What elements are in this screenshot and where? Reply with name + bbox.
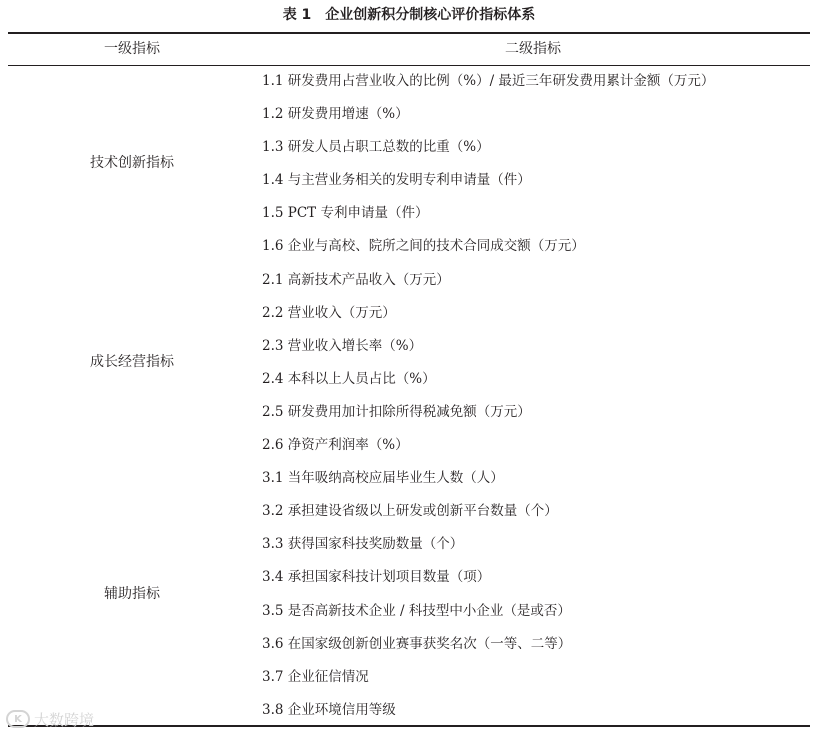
indicator-1-5: 1.5 PCT 专利申请量（件） <box>262 205 429 222</box>
watermark-logo-icon: K <box>6 710 30 728</box>
indicator-1-1: 1.1 研发费用占营业收入的比例（%）/ 最近三年研发费用累计金额（万元） <box>262 73 715 89</box>
indicator-2-5: 2.5 研发费用加计扣除所得税减免额（万元） <box>262 403 531 420</box>
indicator-1-2: 1.2 研发费用增速（%） <box>262 106 409 123</box>
group-tech-innovation: 技术创新指标 <box>90 155 174 171</box>
indicator-2-3: 2.3 营业收入增长率（%） <box>262 337 423 354</box>
indicator-1-6: 1.6 企业与高校、院所之间的技术合同成交额（万元） <box>262 238 585 255</box>
indicator-3-1: 3.1 当年吸纳高校应届毕业生人数（人） <box>262 470 504 487</box>
indicator-1-3: 1.3 研发人员占职工总数的比重（%） <box>262 139 490 156</box>
table-caption: 表 1 企业创新积分制核心评价指标体系 <box>282 7 536 23</box>
indicator-2-4: 2.4 本科以上人员占比（%） <box>262 370 436 387</box>
indicator-3-8: 3.8 企业环境信用等级 <box>262 701 396 718</box>
indicator-3-5: 3.5 是否高新技术企业 / 科技型中小企业（是或否） <box>262 602 571 619</box>
bottom-rule <box>8 725 810 727</box>
indicator-list <box>262 65 714 727</box>
indicator-2-2: 2.2 营业收入（万元） <box>262 304 396 321</box>
indicator-3-4: 3.4 承担国家科技计划项目数量（项） <box>262 569 491 586</box>
indicator-3-6: 3.6 在国家级创新创业赛事获奖名次（一等、二等） <box>262 635 572 652</box>
watermark-text: 大数跨境 <box>34 710 95 729</box>
group-growth-operation: 成长经营指标 <box>90 354 174 370</box>
indicator-3-7: 3.7 企业征信情况 <box>262 668 369 685</box>
group-auxiliary: 辅助指标 <box>104 586 160 602</box>
indicator-1-4: 1.4 与主营业务相关的发明专利申请量（件） <box>262 172 531 189</box>
header-level1: 一级指标 <box>104 41 160 57</box>
indicator-2-1: 2.1 高新技术产品收入（万元） <box>262 271 450 288</box>
indicator-3-2: 3.2 承担建设省级以上研发或创新平台数量（个） <box>262 503 558 520</box>
indicator-3-3: 3.3 获得国家科技奖励数量（个） <box>262 536 464 553</box>
indicator-2-6: 2.6 净资产利润率（%） <box>262 437 409 454</box>
watermark <box>6 707 94 731</box>
header-level2: 二级指标 <box>505 41 561 57</box>
